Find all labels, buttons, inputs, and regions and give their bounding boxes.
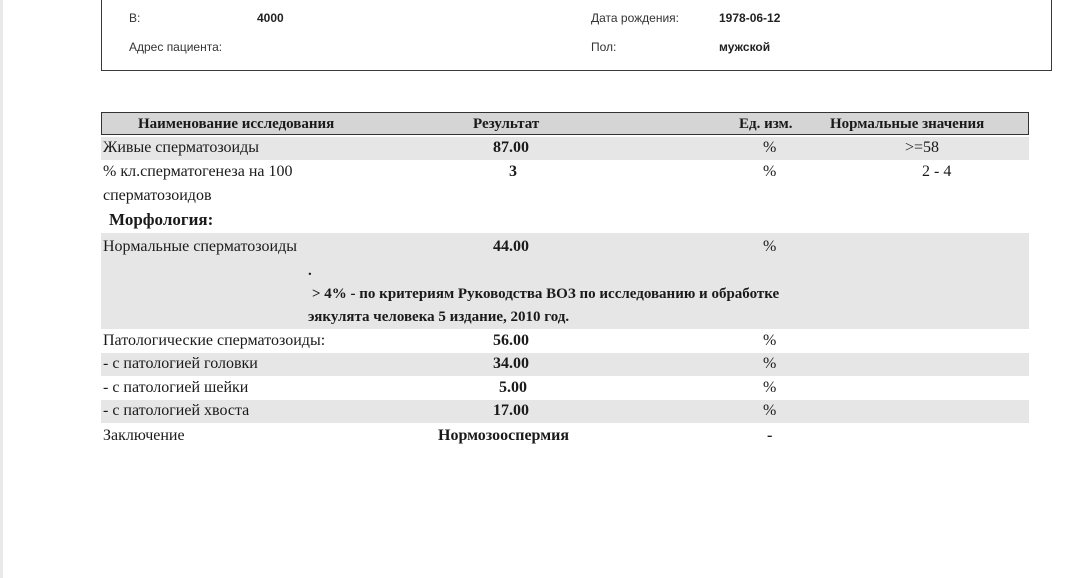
row-name: - с патологией шейки (103, 379, 249, 396)
row-unit: % (763, 139, 777, 156)
row-result: 34.00 (493, 355, 529, 372)
row-unit: % (763, 163, 777, 180)
row-name-line1: % кл.сперматогенеза на 100 (103, 163, 293, 180)
table-row (101, 330, 1029, 353)
row-norm: 2 - 4 (922, 163, 952, 180)
address-label: Адрес пациента: (129, 40, 223, 54)
table-row-normal-morphology (101, 233, 1029, 329)
row-name: Живые сперматозоиды (103, 139, 259, 156)
dob-value: 1978-06-12 (719, 11, 781, 25)
row-unit: % (763, 332, 777, 349)
row-result: 17.00 (493, 402, 529, 419)
b-value: 4000 (257, 11, 284, 25)
col-result-header: Результат (473, 116, 540, 132)
row-unit: % (763, 355, 777, 372)
conclusion-value: Нормозооспермия (438, 427, 569, 444)
row-name: - с патологией хвоста (103, 402, 250, 419)
note-dot: . (308, 263, 312, 279)
row-result: 44.00 (493, 238, 529, 255)
sex-value: мужской (719, 40, 771, 54)
row-unit: % (763, 379, 777, 396)
table-row (101, 400, 1029, 423)
col-norm-header: Нормальные значения (830, 116, 985, 132)
dob-label: Дата рождения: (591, 11, 679, 25)
conclusion-row (101, 424, 1029, 448)
row-result: 3 (509, 163, 517, 180)
b-label: В: (129, 11, 141, 25)
table-row (101, 353, 1029, 376)
row-norm: >=58 (905, 139, 940, 156)
table-row (101, 160, 1029, 208)
table-row (101, 137, 1029, 160)
patient-info-box (101, 0, 1052, 71)
row-name-line2: сперматозоидов (103, 187, 212, 204)
page-edge (0, 0, 3, 578)
conclusion-unit: - (767, 427, 773, 444)
sex-label: Пол: (591, 40, 617, 54)
results-table-header (101, 112, 1029, 135)
table-row (101, 377, 1029, 400)
row-unit: % (763, 238, 777, 255)
col-unit-header: Ед. изм. (739, 116, 793, 132)
row-name: Нормальные сперматозоиды (103, 238, 297, 255)
col-name-header: Наименование исследования (138, 116, 335, 132)
conclusion-label: Заключение (103, 427, 185, 444)
row-result: 87.00 (493, 139, 529, 156)
row-name: Патологические сперматозоиды: (103, 332, 326, 349)
row-name: - с патологией головки (103, 355, 258, 372)
row-result: 5.00 (499, 379, 527, 396)
who-note-line2: эякулята человека 5 издание, 2010 год. (308, 309, 570, 325)
row-result: 56.00 (493, 332, 529, 349)
who-note-line1: > 4% - по критериям Руководства ВОЗ по исследованию и обработке (312, 286, 780, 302)
row-unit: % (763, 402, 777, 419)
morphology-title: Морфология: (109, 210, 214, 229)
